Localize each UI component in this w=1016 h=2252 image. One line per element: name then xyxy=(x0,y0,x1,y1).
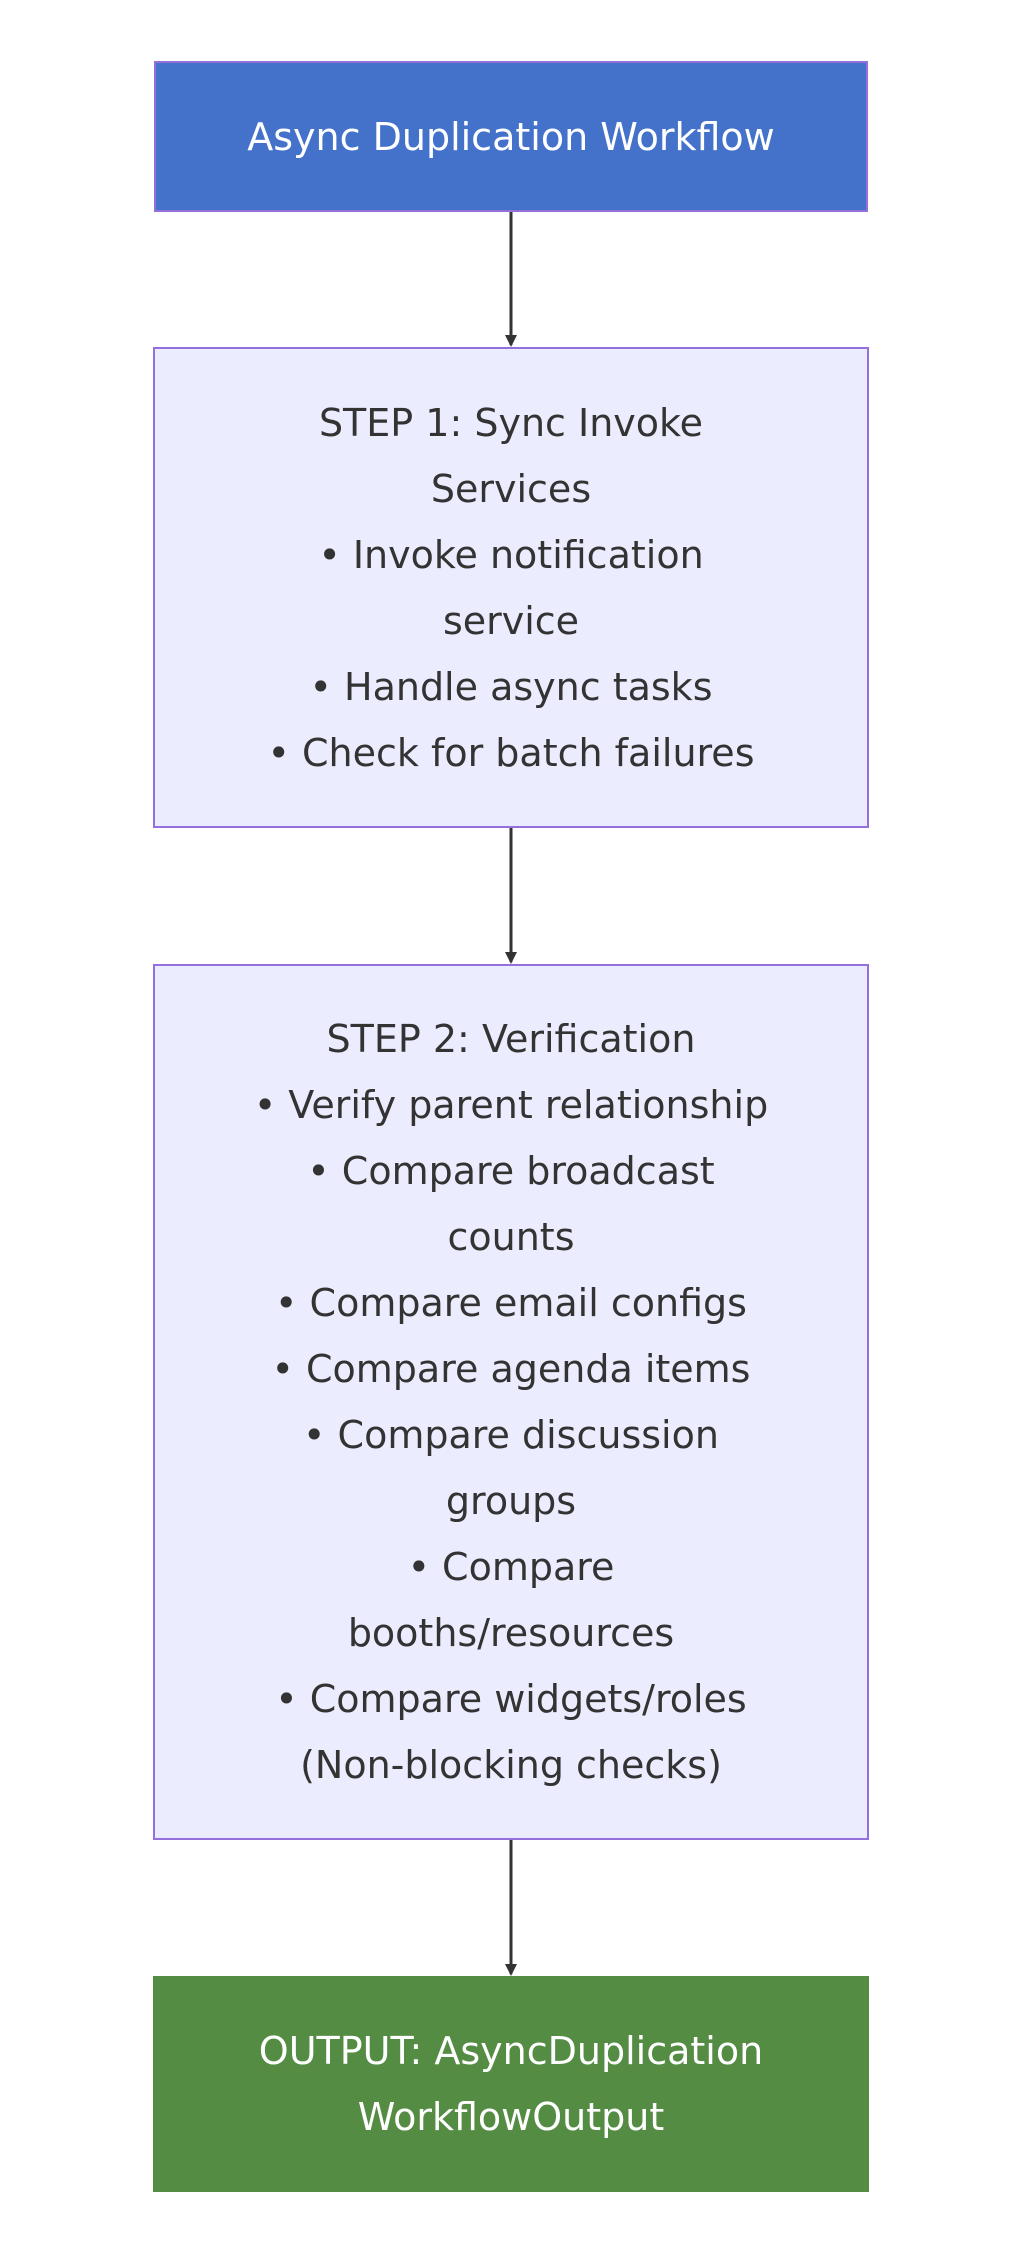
step2-line: • Compare discussion xyxy=(303,1413,719,1457)
output-line: WorkflowOutput xyxy=(357,2095,665,2139)
step2-line: • Compare email configs xyxy=(275,1281,747,1325)
step1-line: service xyxy=(442,598,580,643)
step1-line: • Handle async tasks xyxy=(309,664,713,709)
step2-line: STEP 2: Verification xyxy=(326,1017,696,1061)
step1-line: Services xyxy=(430,466,592,511)
title-node-label: Async Duplication Workflow xyxy=(247,114,775,159)
step2-line: • Verify parent relationship xyxy=(253,1083,769,1127)
step2-node xyxy=(153,964,869,1840)
step2-line: counts xyxy=(447,1215,575,1259)
step2-line: • Compare widgets/roles xyxy=(275,1677,747,1721)
output-node xyxy=(153,1976,869,2192)
step2-line: • Compare agenda items xyxy=(271,1347,751,1391)
step2-line: groups xyxy=(445,1479,577,1523)
title-node xyxy=(154,61,868,212)
step2-line: • Compare broadcast xyxy=(307,1149,715,1193)
output-line: OUTPUT: AsyncDuplication xyxy=(258,2029,764,2073)
step1-line: • Check for batch failures xyxy=(267,730,755,775)
step2-line: booths/resources xyxy=(347,1611,675,1655)
step1-node xyxy=(153,347,869,828)
step2-line: (Non-blocking checks) xyxy=(300,1743,722,1787)
step2-line: • Compare xyxy=(407,1545,615,1589)
step1-line: STEP 1: Sync Invoke xyxy=(318,400,704,445)
step1-line: • Invoke notification xyxy=(318,532,704,577)
